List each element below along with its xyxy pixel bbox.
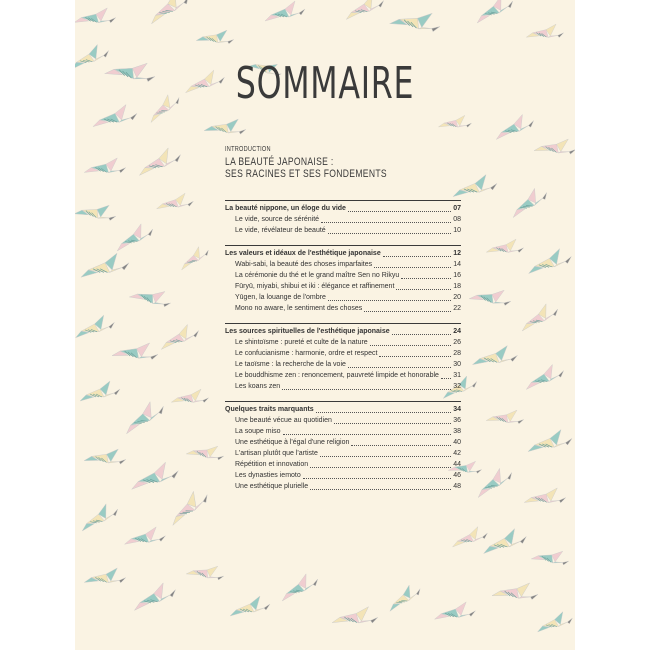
toc-entry-title: Wabi-sabi, la beauté des choses imparfaites [235,261,373,268]
toc-entry[interactable] [225,349,461,359]
toc-entry-page: 22 [453,305,461,312]
toc-leader-dots [316,412,452,413]
toc-entry[interactable] [225,371,461,381]
toc-entry-page: 38 [453,428,461,435]
toc-entry[interactable] [225,438,461,448]
origami-bird [524,483,567,510]
toc-section [225,200,461,236]
toc-entry[interactable] [225,293,461,303]
toc-entry-page: 14 [453,261,461,268]
toc-leader-dots [364,311,451,312]
origami-bird [536,611,573,632]
toc-leader-dots [348,367,451,368]
origami-bird [482,528,528,554]
toc-leader-dots [321,222,451,223]
toc-entry[interactable] [225,271,461,281]
toc-entry-page: 44 [453,461,461,468]
toc-entry[interactable] [225,282,461,292]
toc-leader-dots [310,489,451,490]
toc-entry-title: La soupe miso [235,428,281,435]
origami-bird [81,253,129,277]
toc-entry-page: 32 [453,383,461,390]
toc-leader-dots [401,278,451,279]
origami-bird [472,0,516,23]
toc-leader-dots [370,345,452,346]
toc-entry-page: 28 [453,350,461,357]
origami-bird [80,381,120,401]
toc-entry-page: 46 [453,472,461,479]
toc-entry[interactable] [225,215,461,225]
toc-entry-page: 36 [453,417,461,424]
origami-bird [435,599,477,622]
toc-entry-page: 16 [453,272,461,279]
origami-bird [486,403,525,430]
origami-bird [523,363,566,390]
toc-entry-page: 26 [453,339,461,346]
origami-bird [469,280,513,312]
toc-section-page: 24 [453,328,461,335]
toc-section-page: 12 [453,250,461,257]
origami-bird [471,465,515,497]
page-title: SOMMAIRE [235,58,415,109]
toc-leader-dots [282,389,451,390]
origami-bird [451,526,488,547]
toc-leader-dots [320,456,451,457]
origami-bird [130,461,180,489]
introduction-headline-line: LA BEAUTÉ JAPONAISE : [225,156,334,168]
origami-bird [204,111,248,141]
toc-entry-title: La cérémonie du thé et le grand maître Sen no Rikyu [235,272,400,279]
introduction-kicker: INTRODUCTION [225,146,271,153]
origami-bird [129,279,174,314]
toc-leader-dots [328,300,451,301]
toc-entry-page: 08 [453,216,461,223]
origami-bird [384,582,424,611]
origami-bird [157,191,194,212]
origami-bird [75,195,119,227]
origami-bird [144,0,193,24]
origami-bird [506,185,550,217]
toc-entry[interactable] [225,338,461,348]
origami-bird [125,524,167,547]
toc-entry-title: Yūgen, la louange de l'ombre [235,294,326,301]
toc-entry-title: Le bouddhisme zen : renoncement, pauvreté limpide et honorable [235,372,439,379]
origami-bird [492,574,540,607]
toc-entry-title: Une esthétique plurielle [235,483,309,490]
origami-bird [75,314,115,337]
origami-bird [158,323,201,350]
toc-entry[interactable] [225,360,461,370]
toc-entry-page: 10 [453,227,461,234]
toc-entry[interactable] [225,460,461,470]
origami-bird [517,301,561,331]
introduction-block [225,146,485,180]
toc-leader-dots [396,289,451,290]
toc-leader-dots [383,256,451,257]
origami-bird [534,131,575,161]
toc-leader-dots [348,211,451,212]
origami-bird [171,384,210,408]
toc-leader-dots [310,467,451,468]
origami-bird [186,437,226,466]
origami-bird [112,221,156,251]
toc-entry-page: 18 [453,283,461,290]
toc-entry-title: Le confucianisme : harmonie, ordre et respect [235,350,378,357]
origami-bird [84,153,127,180]
origami-bird [131,581,178,610]
toc-section-heading[interactable] [225,405,461,415]
origami-bird [75,3,117,30]
toc-entry[interactable] [225,416,461,426]
origami-bird [493,113,536,140]
origami-bird [528,430,572,452]
origami-bird [75,43,111,70]
origami-bird [77,501,121,531]
toc-entry[interactable] [225,226,461,236]
toc-section-title: Quelques traits marquants [225,406,314,413]
toc-leader-dots [441,378,451,379]
toc-section [225,323,461,392]
origami-bird [526,19,565,43]
toc-entry-title: Le taoïsme : la recherche de la voie [235,361,346,368]
toc-entry-title: Une beauté vécue au quotidien [235,417,332,424]
origami-bird [332,601,379,630]
toc-entry-title: Les dynasties iemoto [235,472,301,479]
origami-bird [136,146,183,175]
toc-entry-page: 31 [453,372,461,379]
toc-section-title: Les valeurs et idéaux de l'esthétique japonaise [225,250,381,257]
origami-bird [84,563,127,590]
origami-bird [473,343,519,369]
toc-section-page: 34 [453,406,461,413]
introduction-headline [225,156,428,180]
toc-leader-dots [374,267,451,268]
toc-entry-title: Mono no aware, le sentiment des choses [235,305,363,312]
toc-entry-title: L'artisan plutôt que l'artiste [235,450,318,457]
toc-entry[interactable] [225,260,461,270]
toc-section-title: Les sources spirituelles de l'esthétique japonaise [225,328,390,335]
origami-bird [93,105,137,127]
toc-leader-dots [328,233,452,234]
toc-entry-page: 42 [453,450,461,457]
toc-entry-title: Le vide, source de sérénité [235,216,320,223]
origami-bird [119,398,168,434]
origami-bird [176,244,212,270]
toc-entry[interactable] [225,449,461,459]
table-of-contents [225,200,461,501]
toc-leader-dots [334,423,451,424]
origami-bird [531,542,571,571]
toc-entry[interactable] [225,427,461,437]
toc-section [225,401,461,492]
toc-entry-title: Le shintoïsme : pureté et culte de la nature [235,339,368,346]
origami-bird [164,487,213,526]
origami-bird [527,248,573,274]
toc-entry[interactable] [225,471,461,481]
origami-bird [486,234,525,258]
toc-entry-title: Répétition et innovation [235,461,309,468]
origami-bird [84,441,128,471]
introduction-headline-line: SES RACINES ET SES FONDEMENTS [225,168,387,180]
toc-entry-page: 20 [453,294,461,301]
toc-leader-dots [283,434,452,435]
origami-bird [277,571,321,601]
toc-entry[interactable] [225,382,461,392]
toc-leader-dots [379,356,451,357]
toc-entry-title: Fūryū, miyabi, shibui et iki : élégance et raffinement [235,283,395,290]
toc-section [225,245,461,314]
toc-entry-title: Une esthétique à l'égal d'une religion [235,439,350,446]
toc-entry-page: 40 [453,439,461,446]
toc-section-page: 07 [453,205,461,212]
toc-leader-dots [351,445,451,446]
origami-bird [112,334,160,367]
toc-entry-title: Les koans zen [235,383,281,390]
origami-bird [196,23,235,50]
origami-bird [186,557,226,586]
origami-bird [343,0,386,19]
toc-entry[interactable] [225,304,461,314]
toc-section-heading[interactable] [225,249,461,259]
origami-bird [438,111,472,132]
toc-section-heading[interactable] [225,327,461,337]
toc-section-title: La beauté nippone, un éloge du vide [225,205,346,212]
toc-entry[interactable] [225,482,461,492]
origami-bird [265,1,305,21]
toc-leader-dots [303,478,451,479]
origami-bird [390,1,443,40]
toc-entry-page: 48 [453,483,461,490]
toc-entry-title: Le vide, révélateur de beauté [235,227,326,234]
toc-leader-dots [392,334,452,335]
book-page [75,0,575,650]
toc-entry-page: 30 [453,361,461,368]
origami-bird [230,596,270,616]
toc-section-heading[interactable] [225,204,461,214]
